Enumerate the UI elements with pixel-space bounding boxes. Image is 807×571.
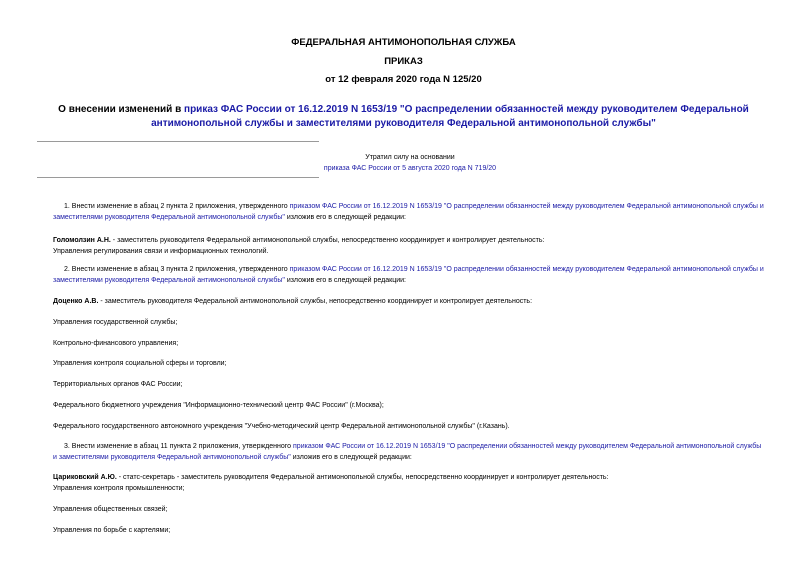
divider-top <box>37 141 319 142</box>
section-2-line-2 <box>53 275 406 286</box>
section-1-prefix: 1. Внести изменение в абзац 2 пункта 2 приложения, утвержденного <box>64 203 290 210</box>
person-3-item: Управления контроля промышленности; <box>53 485 185 492</box>
person-2-line <box>53 296 532 307</box>
person-3-item: Управления по борьбе с картелями; <box>53 527 171 534</box>
person-2-item: Контрольно-финансового управления; <box>53 340 179 347</box>
section-2-line-1 <box>64 264 764 275</box>
person-3-item: Управления общественных связей; <box>53 506 168 513</box>
title-prefix: О внесении изменений в <box>58 104 185 115</box>
doc-date: от 12 февраля 2020 года N 125/20 <box>325 74 482 85</box>
section-1-suffix: изложив его в следующей редакции: <box>284 214 406 221</box>
section-2-suffix: изложив его в следующей редакции: <box>284 277 406 284</box>
person-2-item: Территориальных органов ФАС России; <box>53 381 183 388</box>
person-2-item: Федерального бюджетного учреждения "Информационно-технический центр ФАС России" (г.Москва); <box>53 402 384 409</box>
person-2-duties: - заместитель руководителя Федеральной антимонопольной службы, непосредственно координирует и контролирует деятельность: <box>98 298 533 305</box>
person-2-name: Доценко А.В. <box>53 298 99 305</box>
section-3-line-2 <box>53 452 412 463</box>
section-3-order-link[interactable]: приказом ФАС России от 16.12.2019 N 1653/19 "О распределении обязанностей между руководителем Федеральной антимонопольной службы <box>293 443 762 450</box>
person-1-line <box>53 235 544 246</box>
person-1-duties: - заместитель руководителя Федеральной антимонопольной службы, непосредственно координирует и контролирует деятельность: <box>110 237 545 244</box>
repeal-order-link[interactable]: приказа ФАС России от 5 августа 2020 года N 719/20 <box>323 165 497 172</box>
person-1-item: Управления регулирования связи и информационных технологий. <box>53 248 269 255</box>
repeal-note-text: Утратил силу на основании <box>365 154 455 161</box>
doc-type: ПРИКАЗ <box>384 56 423 67</box>
divider-bottom <box>37 177 319 178</box>
person-3-name: Цариковский А.Ю. <box>53 474 117 481</box>
person-2-item: Управления государственной службы; <box>53 319 178 326</box>
title-order-link[interactable]: приказ ФАС России от 16.12.2019 N 1653/19 "О распределении обязанностей между руководителем Федеральной антимонопольной службы и заместителями руководителя Федеральной антимонопольной службы" <box>151 104 749 129</box>
section-2-prefix: 2. Внести изменение в абзац 3 пункта 2 приложения, утвержденного <box>64 266 290 273</box>
section-1-order-link-cont[interactable]: заместителями руководителя Федеральной антимонопольной службы" <box>53 214 285 221</box>
section-2-order-link[interactable]: приказом ФАС России от 16.12.2019 N 1653/19 "О распределении обязанностей между руководителем Федеральной антимонопольной службы и <box>289 266 764 273</box>
person-2-item: Федерального государственного автономного учреждения "Учебно-методический центр Федеральной антимонопольной службы" (г.Казань). <box>53 423 510 430</box>
person-2-item: Управления контроля социальной сферы и торговли; <box>53 360 227 367</box>
section-2-order-link-cont[interactable]: заместителями руководителя Федеральной антимонопольной службы" <box>53 277 285 284</box>
section-3-line-1 <box>64 441 761 452</box>
section-1-order-link[interactable]: приказом ФАС России от 16.12.2019 N 1653/19 "О распределении обязанностей между руководителем Федеральной антимонопольной службы и <box>289 203 764 210</box>
section-3-prefix: 3. Внести изменение в абзац 11 пункта 2 приложения, утвержденного <box>64 443 294 450</box>
section-3-order-link-cont[interactable]: и заместителями руководителя Федеральной антимонопольной службы" <box>53 454 291 461</box>
person-3-line <box>53 472 609 483</box>
person-1-name: Голомолзин А.Н. <box>53 237 111 244</box>
section-1-line-2 <box>53 212 406 223</box>
section-1-line-1 <box>64 201 764 212</box>
page-title <box>40 103 767 131</box>
org-name: ФЕДЕРАЛЬНАЯ АНТИМОНОПОЛЬНАЯ СЛУЖБА <box>291 37 516 48</box>
section-3-suffix: изложив его в следующей редакции: <box>290 454 412 461</box>
person-3-duties: - статс-секретарь - заместитель руководителя Федеральной антимонопольной службы, непосредственно координирует и контролирует деятельность: <box>116 474 609 481</box>
